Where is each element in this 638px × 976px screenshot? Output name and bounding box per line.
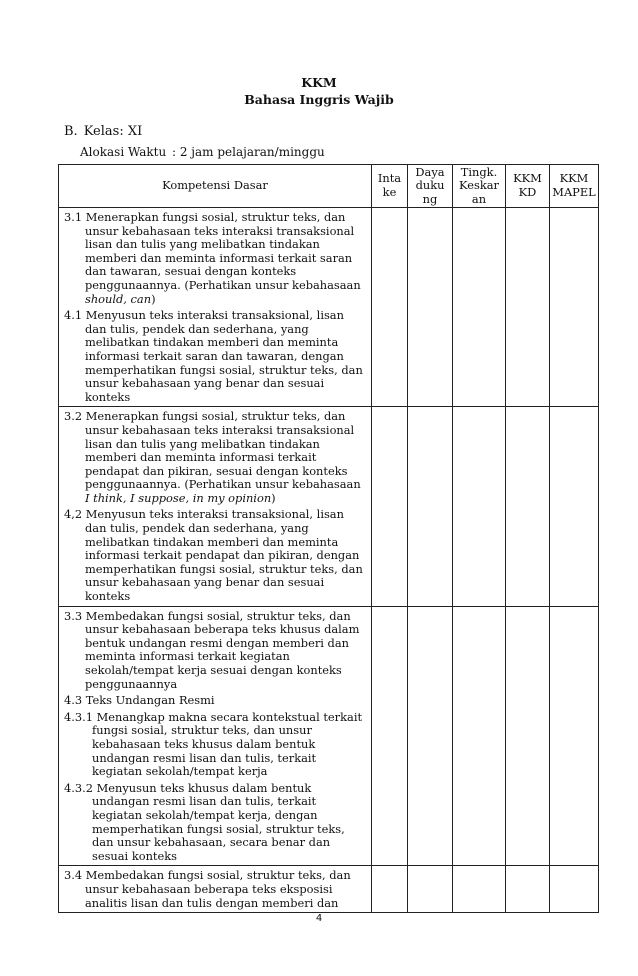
intake-cell bbox=[372, 606, 408, 866]
competency-item bbox=[64, 711, 366, 779]
section-heading bbox=[64, 124, 148, 139]
competency-number: 4.3.1 bbox=[64, 709, 93, 724]
daya-dukung-cell bbox=[408, 208, 453, 407]
intake-cell bbox=[372, 407, 408, 606]
table-header-row bbox=[59, 165, 599, 208]
header-kkm-mapel: KKM MAPEL bbox=[550, 165, 599, 208]
tingkat-keskaran-cell bbox=[453, 866, 506, 913]
competency-tail: ) bbox=[151, 291, 156, 306]
daya-dukung-cell bbox=[408, 866, 453, 913]
competency-text: Menyusun teks interaksi transaksional, lisan dan tulis, pendek dan sederhana, yang melibatkan tindakan memberi dan meminta informasi terkait saran dan tawaran, dengan memperhatikan fungsi sosial, struktur teks, dan unsur kebahasaan yang benar dan sesuai konteks bbox=[85, 308, 363, 404]
competency-number: 3.4 bbox=[64, 868, 83, 883]
competency-tail: ) bbox=[271, 490, 276, 505]
table-row bbox=[59, 208, 599, 407]
kkm-mapel-cell bbox=[550, 606, 599, 866]
kkm-kd-cell bbox=[506, 866, 550, 913]
page-number: 4 bbox=[315, 913, 323, 924]
competency-number: 4.3.2 bbox=[64, 780, 93, 795]
document-subtitle: Bahasa Inggris Wajib bbox=[244, 92, 394, 107]
competency-italic-text: should, can bbox=[85, 291, 152, 306]
header-kkm-kd: KKM KD bbox=[506, 165, 550, 208]
competency-text: Menerapkan fungsi sosial, struktur teks, dan unsur kebahasaan teks interaksi transaksional lisan dan tulis yang melibatkan tindakan memberi dan meminta informasi terkait pendapat dan pikiran, sesuai dengan konteks penggunaannya. (Perhatikan unsur kebahasaan bbox=[85, 409, 361, 492]
allocation-value: : 2 jam pelajaran/minggu bbox=[172, 145, 325, 159]
competency-item bbox=[64, 782, 366, 864]
competency-item bbox=[64, 211, 366, 306]
table-row bbox=[59, 606, 599, 866]
tingkat-keskaran-cell bbox=[453, 606, 506, 866]
competency-number: 3.3 bbox=[64, 608, 83, 623]
header-intake: Inta ke bbox=[372, 165, 408, 208]
daya-dukung-cell bbox=[408, 606, 453, 866]
competency-cell bbox=[59, 407, 372, 606]
competency-number: 3.1 bbox=[64, 210, 83, 224]
tingkat-keskaran-cell bbox=[453, 208, 506, 407]
competency-item bbox=[64, 869, 366, 910]
header-kompetensi-dasar: Kompetensi Dasar bbox=[59, 165, 372, 208]
time-allocation bbox=[80, 145, 325, 159]
competency-number: 4.3 bbox=[64, 693, 83, 708]
kkm-kd-cell bbox=[506, 407, 550, 606]
competency-number: 4,2 bbox=[64, 507, 83, 522]
competency-item bbox=[64, 508, 366, 603]
competency-text: Menyusun teks interaksi transaksional, lisan dan tulis, pendek dan sederhana, yang melibatkan tindakan memberi dan meminta informasi terkait pendapat dan pikiran, dengan memperhatikan fungsi sosial, struktur teks, dan unsur kebahasaan yang benar dan sesuai konteks bbox=[85, 507, 363, 604]
competency-item bbox=[64, 694, 366, 708]
competency-item bbox=[64, 610, 366, 692]
document-title: KKM bbox=[301, 75, 337, 90]
header-daya-dukung: Daya duku ng bbox=[408, 165, 453, 208]
competency-cell bbox=[59, 866, 372, 913]
competency-number: 3.2 bbox=[64, 409, 83, 424]
intake-cell bbox=[372, 866, 408, 913]
kkm-table bbox=[58, 164, 599, 913]
competency-text: Menerapkan fungsi sosial, struktur teks, dan unsur kebahasaan teks interaksi transaksional lisan dan tulis yang melibatkan tindakan memberi dan meminta informasi terkait saran dan tawaran, sesuai dengan konteks penggunaannya. (Perhatikan unsur kebahasaan bbox=[85, 210, 361, 292]
daya-dukung-cell bbox=[408, 407, 453, 606]
competency-number: 4.1 bbox=[64, 308, 83, 323]
allocation-label: Alokasi Waktu bbox=[80, 145, 167, 159]
competency-text: Teks Undangan Resmi bbox=[85, 693, 215, 708]
intake-cell bbox=[372, 208, 408, 407]
tingkat-keskaran-cell bbox=[453, 407, 506, 606]
competency-italic-text: I think, I suppose, in my opinion bbox=[85, 490, 272, 505]
table-row bbox=[59, 407, 599, 606]
competency-text: Menangkap makna secara kontekstual terkait fungsi sosial, struktur teks, dan unsur kebahasaan teks khusus dalam bentuk undangan resmi lisan dan tulis, terkait kegiatan sekolah/tempat kerja bbox=[92, 709, 363, 779]
competency-text: Menyusun teks khusus dalam bentuk undangan resmi lisan dan tulis, terkait kegiatan sekolah/tempat kerja, dengan memperhatikan fungsi sosial, struktur teks, dan unsur kebahasaan, secara benar dan sesuai konteks bbox=[92, 780, 345, 863]
kkm-mapel-cell bbox=[550, 866, 599, 913]
competency-text: Membedakan fungsi sosial, struktur teks, dan unsur kebahasaan beberapa teks khusus dalam bentuk undangan resmi dengan memberi dan meminta informasi terkait kegiatan sekolah/tempat kerja sesuai dengan konteks penggunaannya bbox=[85, 608, 360, 691]
kkm-kd-cell bbox=[506, 208, 550, 407]
section-text: Kelas: XI bbox=[83, 124, 143, 139]
header-tingkat-keskaran: Tingk. Keskar an bbox=[453, 165, 506, 208]
competency-cell bbox=[59, 208, 372, 407]
competency-item bbox=[64, 309, 366, 404]
kkm-mapel-cell bbox=[550, 407, 599, 606]
competency-text: Membedakan fungsi sosial, struktur teks, dan unsur kebahasaan beberapa teks eksposisi analitis lisan dan tulis dengan memberi dan bbox=[85, 868, 351, 910]
kkm-kd-cell bbox=[506, 606, 550, 866]
kkm-mapel-cell bbox=[550, 208, 599, 407]
competency-item bbox=[64, 410, 366, 505]
competency-cell bbox=[59, 606, 372, 866]
table-row bbox=[59, 866, 599, 913]
section-label: B. bbox=[64, 124, 78, 139]
